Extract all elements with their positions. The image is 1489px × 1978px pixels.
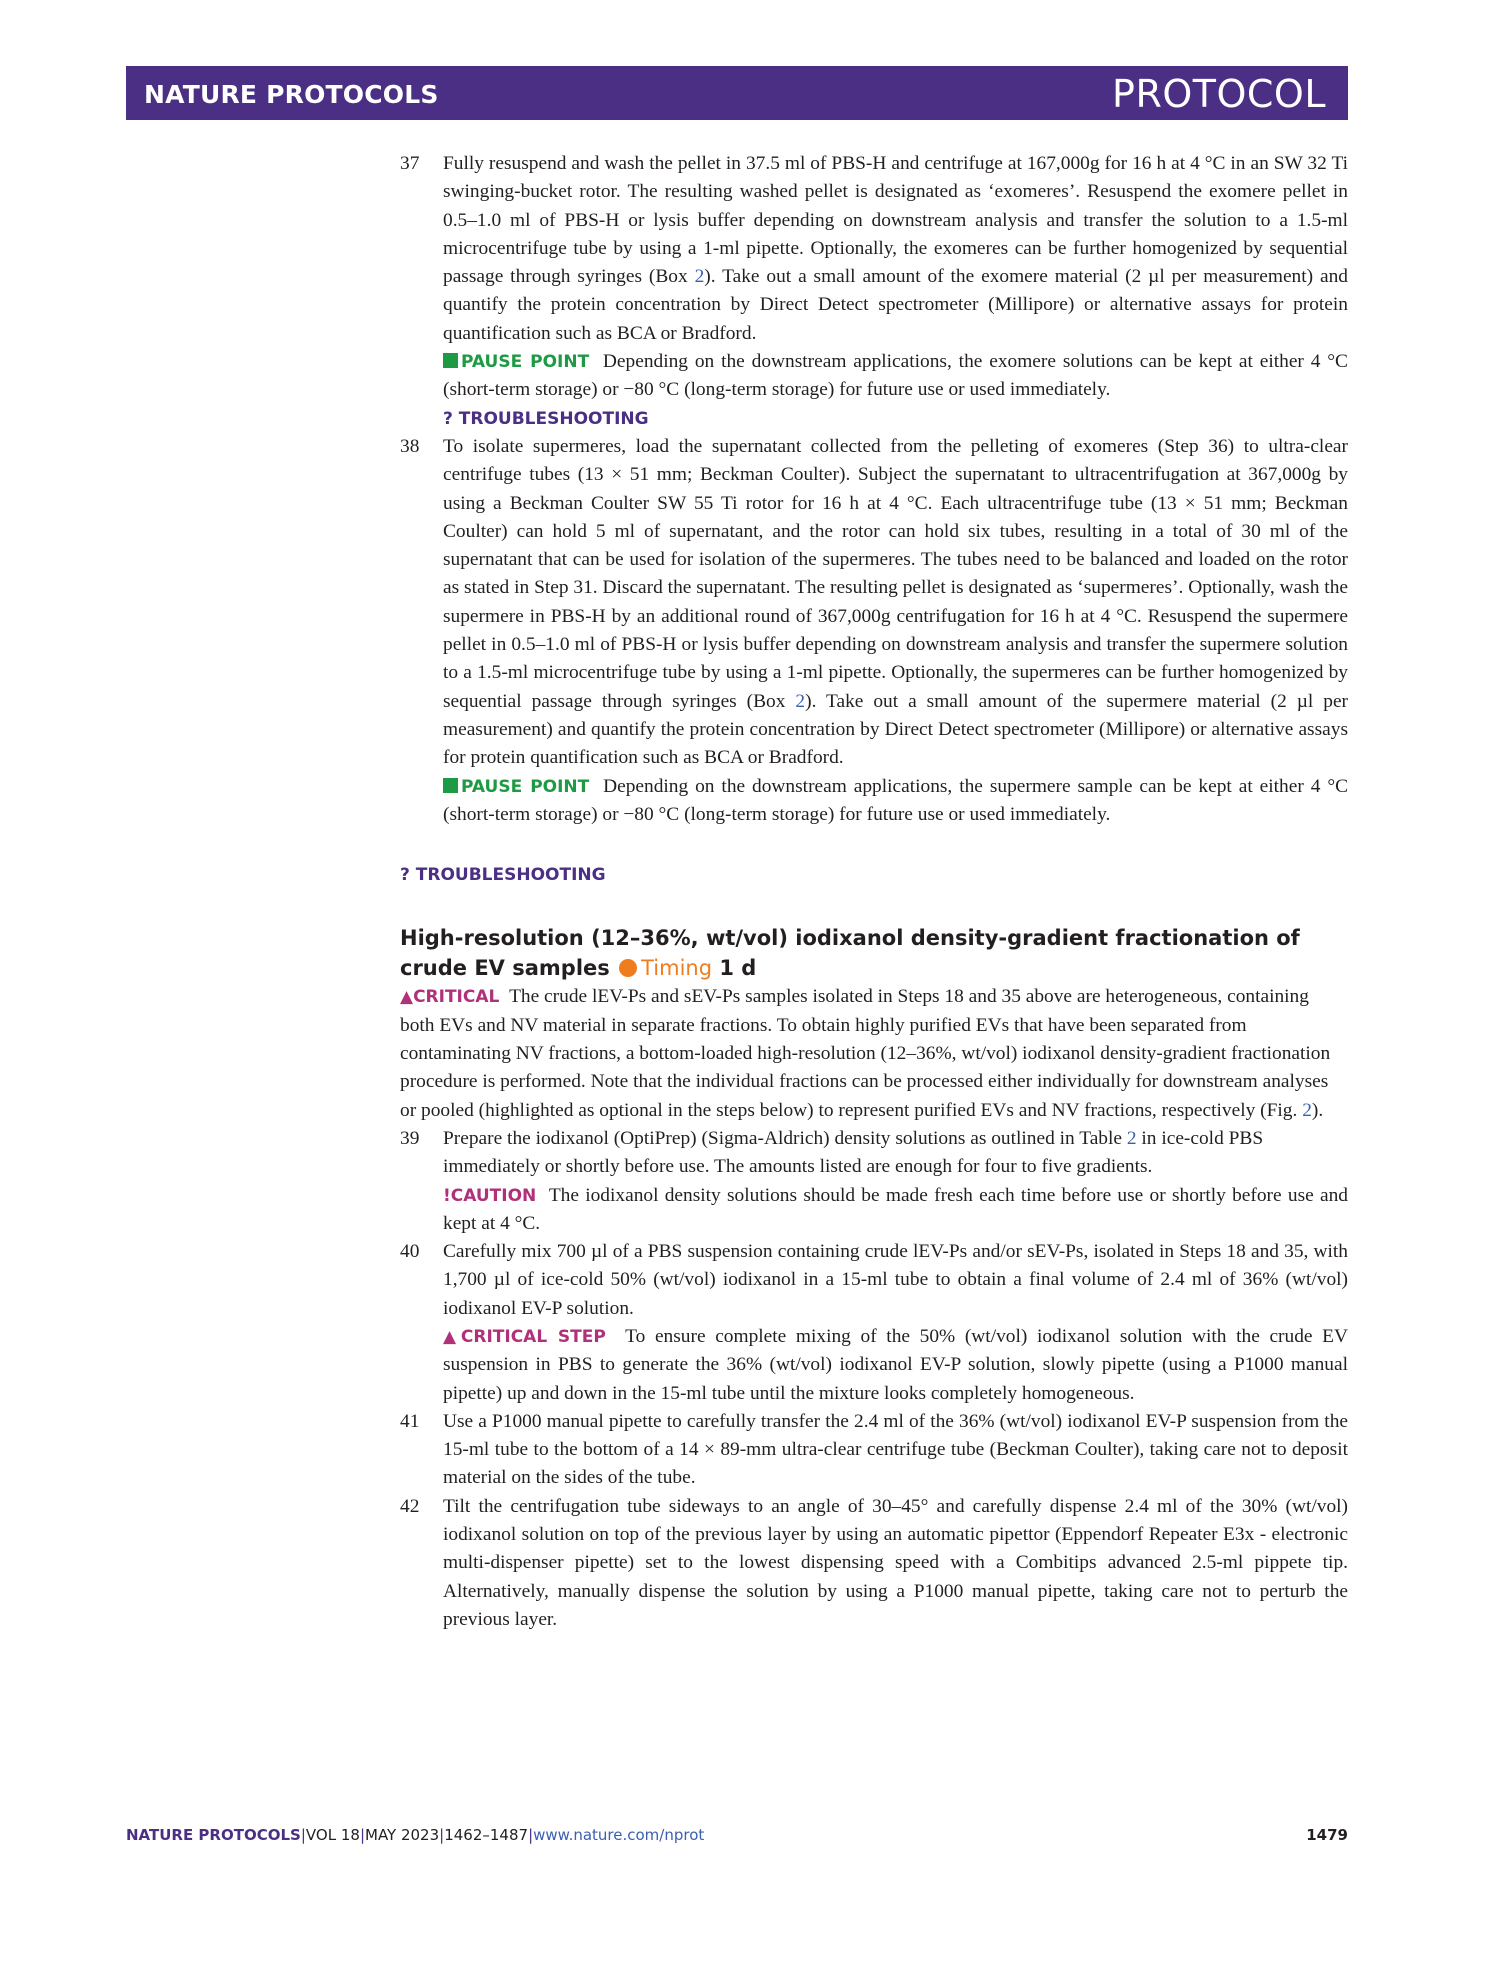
caution-label: !CAUTION bbox=[443, 1185, 537, 1206]
timing-label: Timing bbox=[641, 956, 713, 981]
pause-point: PAUSE POINT Depending on the downstream applications, the exomere solutions can be kept at either 4 °C (short-term storage) or −80 °C (long-term storage) for future use or used immediately. bbox=[443, 351, 1348, 401]
figure-link[interactable]: 2 bbox=[1302, 1099, 1312, 1121]
page-content bbox=[400, 150, 1348, 1634]
step-text: Prepare the iodixanol (OptiPrep) (Sigma-Aldrich) density solutions as outlined in Table 2 in ice-cold PBS immediately or shortly before use. The amounts listed are enough for four to five gradients. bbox=[443, 1127, 1264, 1178]
timing-clock-icon bbox=[619, 959, 637, 977]
step-number: 38 bbox=[400, 435, 420, 457]
step-number: 42 bbox=[400, 1495, 420, 1517]
pause-square-icon bbox=[443, 778, 458, 793]
box-link[interactable]: 2 bbox=[795, 690, 806, 712]
troubleshooting-link[interactable]: ? TROUBLESHOOTING bbox=[443, 408, 649, 429]
footer-date: MAY 2023 bbox=[365, 1826, 440, 1844]
step-text: Tilt the centrifugation tube sideways to an angle of 30–45° and carefully dispense 2.4 ml of the 30% (wt/vol) iodixanol solution on top of the previous layer by using an automatic pipettor (Eppendorf Repeater E3x - electronic multi-dispenser pipette) set to the lowest dispensing speed with a Combitips advanced 2.5-ml pippete tip. Alternatively, manually dispense the solution by using a P1000 manual pipette, taking care not to perturb the previous layer. bbox=[443, 1495, 1348, 1630]
pause-square-icon bbox=[443, 353, 458, 368]
article-type: PROTOCOL bbox=[1112, 72, 1326, 116]
critical-step-label: ▲CRITICAL STEP bbox=[443, 1326, 606, 1347]
step-37 bbox=[400, 150, 1348, 433]
step-text: Use a P1000 manual pipette to carefully transfer the 2.4 ml of the 36% (wt/vol) iodixanol EV-P suspension from the 15-ml tube to the bottom of a 14 × 89-mm ultra-clear centrifuge tube (Beckman Coulter), taking care not to deposit material on the sides of the tube. bbox=[443, 1410, 1348, 1489]
pause-point: PAUSE POINT Depending on the downstream applications, the supermere sample can be kept at either 4 °C (short-term storage) or −80 °C (long-term storage) for future use or used immediately. bbox=[443, 775, 1349, 825]
troubleshooting-link[interactable]: ? TROUBLESHOOTING bbox=[400, 865, 606, 886]
footer-volume: VOL 18 bbox=[305, 1826, 360, 1844]
critical-step-note: ▲CRITICAL STEP To ensure complete mixing of the 50% (wt/vol) iodixanol solution with the crude EV suspension in PBS to generate the 36% (wt/vol) iodixanol EV-P solution, slowly pipette (using a P1000 manual pipette) up and down in the 15-ml tube until the mixture looks completely homogeneous. bbox=[443, 1325, 1349, 1404]
step-text: Carefully mix 700 µl of a PBS suspension containing crude lEV-Ps and/or sEV-Ps, isolated in Steps 18 and 35, with 1,700 µl of ice-cold 50% (wt/vol) iodixanol in a 15-ml tube to obtain a final volume of 2.4 ml of 36% (wt/vol) iodixanol EV-P solution. bbox=[443, 1241, 1348, 1319]
critical-label: ▲CRITICAL bbox=[400, 987, 500, 1008]
footer-journal: NATURE PROTOCOLS bbox=[126, 1826, 301, 1844]
page-footer: NATURE PROTOCOLS|VOL 18|MAY 2023|1462–1487|www.nature.com/nprot 1479 bbox=[126, 1826, 1348, 1844]
footer-pages: 1462–1487 bbox=[444, 1826, 529, 1844]
step-40 bbox=[400, 1238, 1348, 1408]
step-number: 41 bbox=[400, 1410, 420, 1432]
pause-point-label: PAUSE POINT bbox=[461, 352, 590, 373]
pause-point-label: PAUSE POINT bbox=[461, 776, 590, 797]
step-38 bbox=[400, 433, 1348, 829]
caution-note: !CAUTION The iodixanol density solutions should be made fresh each time before use or shortly before use and kept at 4 °C. bbox=[443, 1184, 1348, 1234]
step-text: To isolate supermeres, load the supernatant collected from the pelleting of exomeres (Step 36) to ultra-clear centrifuge tubes (13 × 51 mm; Beckman Coulter). Subject the supernatant to ultracentrifugation at 367,000g by using a Beckman Coulter SW 55 Ti rotor for 16 h at 4 °C. Each ultracentrifuge tube (13 × 51 mm; Beckman Coulter) can hold 5 ml of supernatant, and the rotor can hold six tubes, resulting in a total of 30 ml of the supernatant that can be used for isolation of the supermeres. The tubes need to be balanced and loaded on the rotor as stated in Step 31. Discard the supernatant. The resulting pellet is designated as ‘supermeres’. Optionally, wash the supermere in PBS-H by an additional round of 367,000g centrifugation for 16 h at 4 °C. Resuspend the supermere pellet in 0.5–1.0 ml of PBS-H or lysis buffer depending on downstream analysis and transfer the supermere solution to a 1.5-ml microcentrifuge tube by using a 1-ml pipette. Optionally, the supermeres can be further homogenized by sequential passage through syringes (Box 2). Take out a small amount of the supermere material (2 µl per measurement) and quantify the protein concentration by Direct Detect spectrometer (Millipore) or alternative assays for protein quantification such as BCA or Bradford. bbox=[443, 435, 1349, 769]
critical-note: ▲CRITICAL The crude lEV-Ps and sEV-Ps samples isolated in Steps 18 and 35 above are heterogeneous, containing both EVs and NV material in separate fractions. To obtain highly purified EVs that have been separated from contaminating NV fractions, a bottom-loaded high-resolution (12–36%, wt/vol) iodixanol density-gradient fractionation procedure is performed. Note that the individual fractions can be processed either individually for downstream analyses or pooled (highlighted as optional in the steps below) to represent purified EVs and NV fractions, respectively (Fig. 2). bbox=[400, 986, 1331, 1121]
step-39 bbox=[400, 1125, 1348, 1238]
step-number: 40 bbox=[400, 1241, 420, 1263]
footer-url-link[interactable]: www.nature.com/nprot bbox=[533, 1826, 705, 1844]
section-heading: High-resolution (12–36%, wt/vol) iodixanol density-gradient fractionation of crude EV samples Timing 1 d bbox=[400, 926, 1300, 981]
step-number: 37 bbox=[400, 153, 420, 174]
page-number: 1479 bbox=[1306, 1826, 1348, 1844]
journal-name: NATURE PROTOCOLS bbox=[144, 80, 439, 109]
step-42 bbox=[400, 1493, 1348, 1634]
timing-value: 1 d bbox=[719, 956, 757, 981]
step-number: 39 bbox=[400, 1127, 420, 1149]
step-text: Fully resuspend and wash the pellet in 37.5 ml of PBS-H and centrifuge at 167,000g for 16 h at 4 °C in an SW 32 Ti swinging-bucket rotor. The resulting washed pellet is designated as ‘exomeres’. Resuspend the exomere pellet in 0.5–1.0 ml of PBS-H or lysis buffer depending on downstream analysis and transfer the solution to a 1.5-ml microcentrifuge tube by using a 1-ml pipette. Optionally, the exomeres can be further homogenized by sequential passage through syringes (Box 2). Take out a small amount of the exomere material (2 µl per measurement) and quantify the protein concentration by Direct Detect spectrometer (Millipore) or alternative assays for protein quantification such as BCA or Bradford. bbox=[443, 153, 1348, 344]
table-link[interactable]: 2 bbox=[1126, 1127, 1137, 1149]
step-41 bbox=[400, 1408, 1348, 1493]
box-link[interactable]: 2 bbox=[694, 266, 705, 288]
journal-header-bar bbox=[126, 66, 1348, 120]
